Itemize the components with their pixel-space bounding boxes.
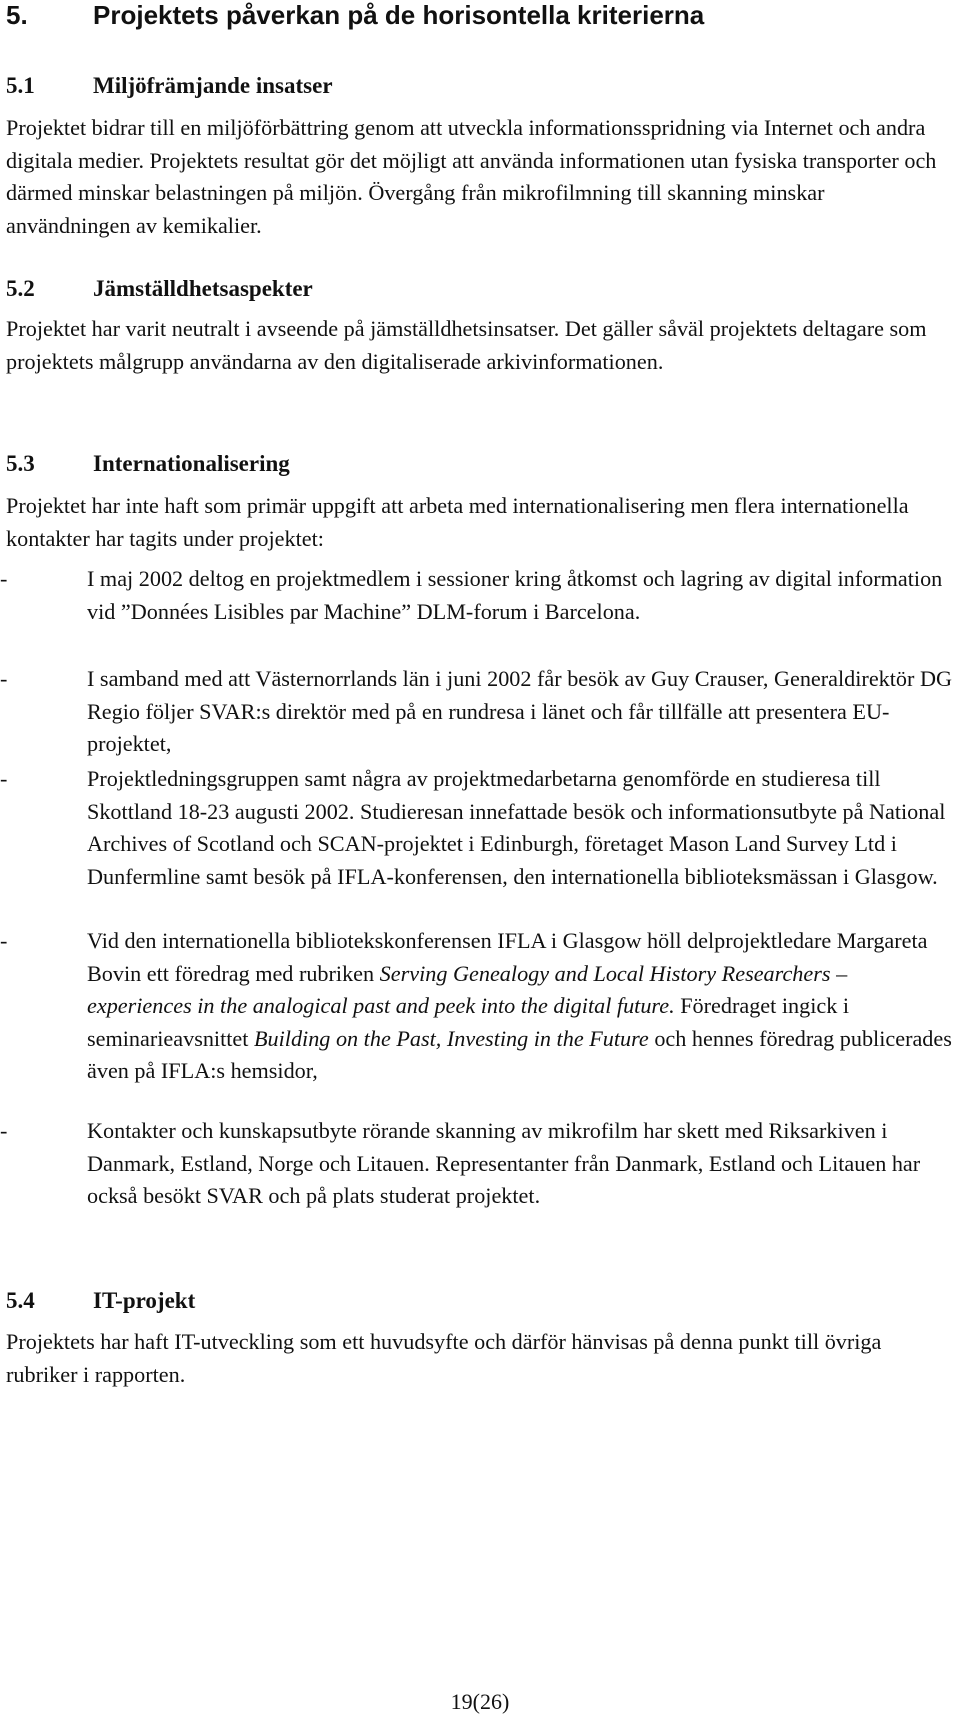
- bullet-middle-text: Föredraget ingick i seminarieavsnittet: [87, 993, 850, 1051]
- list-item: [0, 925, 953, 1088]
- section-heading-5-2: [6, 275, 313, 303]
- section-number: 5.4: [6, 1288, 35, 1313]
- section-number: 5.1: [6, 73, 35, 98]
- section-heading-5-3: [6, 450, 290, 478]
- presentation-title: Serving Genealogy and Local History Researchers – experiences in the analogical past and peek into the digital future.: [87, 960, 848, 1018]
- chapter-number: 5.: [6, 0, 28, 30]
- paragraph-environment: Projektet bidrar till en miljöförbättring genom att utveckla informationsspridning via Internet och andra digitala medier. Projektets resultat gör det möjligt att använda informationen utan fysiska transporter och därmed minskar belastningen på miljön. Övergång från mikrofilmning till skanning minskar användningen av kemikalier.: [6, 115, 937, 238]
- section-title: Miljöfrämjande insatser: [93, 73, 333, 98]
- list-item: [0, 1115, 953, 1213]
- bullet-text: Projektledningsgruppen samt några av projektmedarbetarna genomförde en studieresa till Skottland 18-23 augusti 2002. Studieresan innefattade besök och informationsutbyte på National Archives of Scotland och SCAN-projektet i Edinburgh, företaget Mason Land Survey Ltd i Dunfermline samt besök på IFLA-konferensen, den internationella biblioteksmässan i Glasgow.: [87, 766, 946, 889]
- bullet-marker: -: [0, 666, 8, 691]
- seminar-title: Building on the Past, Investing in the Future: [253, 1025, 649, 1051]
- section-title: Jämställdhetsaspekter: [93, 276, 313, 301]
- bullet-text: I maj 2002 deltog en projektmedlem i sessioner kring åtkomst och lagring av digital information vid ”Données Lisibles par Machine” DLM-forum i Barcelona.: [87, 566, 943, 624]
- section-number: 5.2: [6, 276, 35, 301]
- bullet-marker: -: [0, 766, 8, 791]
- chapter-title: Projektets påverkan på de horisontella kriterierna: [93, 0, 705, 30]
- paragraph-it-project: Projektets har haft IT-utveckling som ett huvudsyfte och därför hänvisas på denna punkt till övriga rubriker i rapporten.: [6, 1329, 882, 1387]
- list-item: [0, 763, 953, 893]
- section-heading-5-1: [6, 72, 333, 100]
- paragraph-equality: Projektet har varit neutralt i avseende på jämställdhetsinsatser. Det gäller såväl projektets deltagare som projektets målgrupp användarna av den digitaliserade arkivinformationen.: [6, 316, 927, 374]
- section-title: Internationalisering: [93, 451, 290, 476]
- section-number: 5.3: [6, 451, 35, 476]
- list-item: [0, 663, 953, 761]
- bullet-end-text: och hennes föredrag publicerades även på IFLA:s hemsidor,: [87, 1025, 952, 1083]
- section-title: IT-projekt: [93, 1288, 196, 1313]
- paragraph-internationalisation: Projektet har inte haft som primär uppgift att arbeta med internationalisering men flera internationella kontakter har tagits under projektet:: [6, 493, 909, 551]
- bullet-marker: -: [0, 928, 8, 953]
- chapter-heading: [6, 0, 704, 30]
- list-item: [0, 563, 953, 628]
- section-heading-5-4: [6, 1287, 195, 1315]
- bullet-intro-text: Vid den internationella bibliotekskonferensen IFLA i Glasgow höll delprojektledare Margareta Bovin ett föredrag med rubriken: [87, 928, 928, 986]
- page-number: 19(26): [450, 1689, 510, 1714]
- bullet-marker: -: [0, 1118, 8, 1143]
- bullet-text: I samband med att Västernorrlands län i juni 2002 får besök av Guy Crauser, Generaldirektör DG Regio följer SVAR:s direktör med på en rundresa i länet och får tillfälle att presentera EU-projektet,: [87, 666, 952, 756]
- bullet-text: Kontakter och kunskapsutbyte rörande skanning av mikrofilm har skett med Riksarkiven i Danmark, Estland, Norge och Litauen. Representanter från Danmark, Estland och Litauen har också besökt SVAR och på plats studerat projektet.: [87, 1118, 921, 1208]
- bullet-text: [87, 925, 953, 1088]
- bullet-marker: -: [0, 566, 8, 591]
